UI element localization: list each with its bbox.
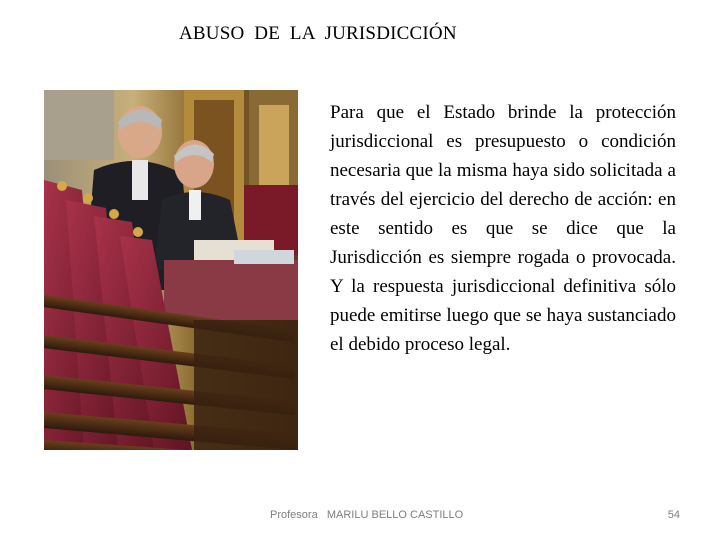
courtroom-photo — [44, 90, 298, 450]
page-number: 54 — [667, 509, 680, 521]
body-paragraph: Para que el Estado brinde la protección jurisdiccional es presupuesto o condición necesaria que la misma haya sido solicitada a través del ejercicio del derecho de acción: en este sentido es que se dice que la Jurisdicción es siempre rogada o provocada. Y la respuesta jurisdiccional definitiva sólo puede emitirse luego que se haya sustanciado el debido proceso legal. — [330, 102, 676, 355]
footer-author: Profesora MARILU BELLO CASTILLO — [270, 509, 464, 521]
slide-title: ABUSO DE LA JURISDICCIÓN — [179, 23, 457, 44]
